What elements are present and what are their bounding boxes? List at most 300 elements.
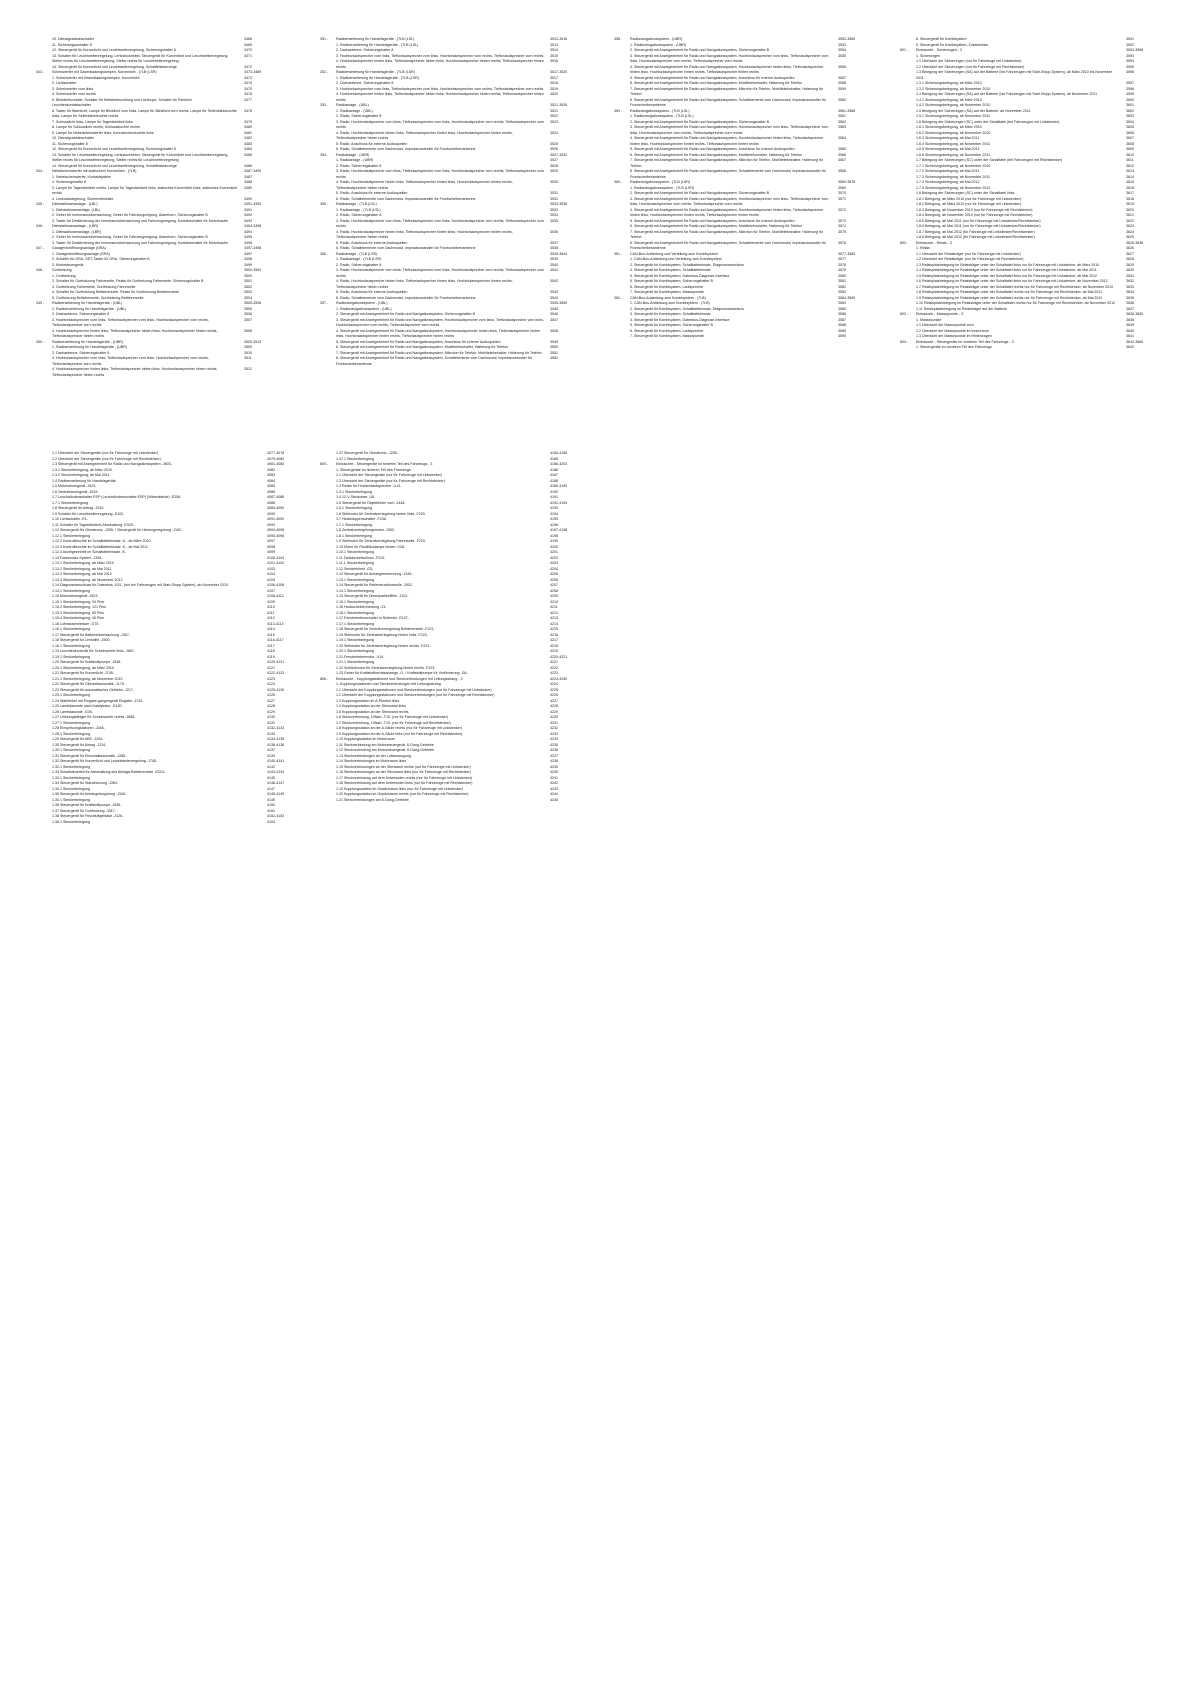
page-reference: 3580 <box>838 273 846 278</box>
entry-title: 3. Taster für Deaktivierung der Innenraumüberwachung und Fahrzeugneigung, Kontaktschalter für Motorhaube <box>52 218 228 223</box>
page-reference: 4229 <box>550 709 558 714</box>
entry-title: 1.20.1 Steckerbelegung, ab März 2010 <box>52 665 114 670</box>
entry-title: 1.6 Steckverbindung, 10fach -T10- (nur für Fahrzeuge mit Linkslenker) <box>336 715 449 719</box>
page-reference: 3577-3583 <box>838 251 856 256</box>
index-entry <box>36 54 270 65</box>
page-reference: 4208 <box>550 588 558 593</box>
page-reference: 3613 <box>1126 169 1134 173</box>
page-reference: 3566 <box>838 152 846 157</box>
entry-title: 6. Steuergerät mit Anzeigeeinheit für Radio und Navigationssystem, Mobiltelefonhalter, Halterung für Telefon <box>630 224 803 228</box>
page-reference: 3492 <box>244 213 252 217</box>
entry-title: Einbauorte - Steuergeräte im hinteren Teil des Fahrzeugs - 3 <box>336 462 433 466</box>
entry-title: 8. Steuergerät mit Anzeigeeinheit für Radio und Navigationssystem, Schaltelemente vom Dachmodul, Impedanzwandler für Frontscheibenantenne <box>630 169 826 179</box>
entry-title: 3. Steuergerät mit Anzeigeeinheit für Radio und Navigationssystem, Hochtonlautsprecher vorn links, Tieftonlautsprecher vorn links, Hochtonlautsprecher vorn rechts, Tieftonlautsprecher vorn rechts <box>630 53 829 63</box>
index-entry <box>614 334 864 340</box>
page-reference: 4081-4083 <box>267 462 285 466</box>
entry-title: 1.2 Übersicht der Kupplungsstationen und Steckverbindungen (nur für Fahrzeuge mit Rechtslenker) <box>336 693 495 697</box>
page-reference: 3582 <box>838 284 846 289</box>
entry-title: 1.20 Stellmotor für Zentralverriegelung hinten rechts -F223- <box>336 643 431 648</box>
entry-title: 1.36 Steuergerät für Kraftstoffpumpe -J538- <box>52 803 122 807</box>
section-number: 362 - <box>614 295 623 300</box>
entry-title: 3. Steuergerät mit Anzeigeeinheit für Radio und Navigationssystem, Hochtonlautsprecher vorn links, Tieftonlautsprecher vorn links, Hochtonlautsprecher vorn rechts, Tieftonlautsprecher vorn rechts <box>630 125 829 135</box>
entry-title: 1.15 Motorsteuergerät -J623- <box>52 594 99 598</box>
entry-title: 1.13.1 Steckerbelegung, ab März 2010 <box>52 561 114 565</box>
entry-title: 7. Steuergerät mit Anzeigeeinheit für Radio und Navigationssystem, Mikrofon für Telefon, Mobiltelefonhalter, Halterung für Telefon <box>630 229 824 239</box>
page-reference: 4104 <box>267 572 275 576</box>
entry-title: 1.6.5 Sicherungsbelegung, ab Mai 2012 <box>916 147 980 151</box>
entry-title: 2. Dachantenne, Sicherungshalter 8 <box>336 48 394 52</box>
entry-title: 1.8 Zentralverriegelungsmotor -J393- <box>336 528 396 532</box>
page-reference: 4205 <box>550 572 558 576</box>
entry-title: 1.11.1 Steckerbelegung <box>336 561 374 565</box>
page-reference: 4153 <box>267 819 275 824</box>
entry-title: 1.5 Belegung der Sicherungen (SA) auf der Batterie, ab November 2011 <box>916 108 1031 113</box>
entry-title: 1.29 Steuergerät für ABS -J104- <box>52 737 104 741</box>
entry-title: 1.8.1 Belegung, ab März 2010 (nur für Fahrzeuge mit Linkslenker) <box>916 196 1022 201</box>
entry-title: 1.7.4 Sicherungsbelegung, ab Mai 2012 <box>916 180 980 184</box>
page-reference: 3562 <box>838 119 846 124</box>
index-entry <box>320 356 576 367</box>
entry-title: 1. Kupplungsstationen und Steckverbindungen mit Leitungsstrang <box>336 682 441 686</box>
page-reference: 3602 <box>1126 108 1134 113</box>
index-entry <box>614 197 864 208</box>
page-reference: 3617 <box>1126 191 1134 195</box>
page-reference: 3642-3665 <box>1126 339 1144 344</box>
page-reference: 3540 <box>550 262 558 267</box>
entry-title: 1.21.1 Steckerbelegung <box>336 660 374 664</box>
section-number: 806 - <box>320 676 329 681</box>
entry-title: 1.10 Lichtschalter -E1- <box>52 517 88 521</box>
page-reference: 4117 <box>267 643 275 648</box>
entry-title: 1.11 Steckverbindung am Motorsteuergerät, 8-Gang-Getriebe <box>336 742 434 747</box>
entry-title: 1.4.2 Sicherungsbelegung, ab November 2010 <box>916 103 991 107</box>
entry-title: 1.1 Übersicht der Massepunkte vorn <box>916 323 974 327</box>
page-reference: 4244 <box>550 792 558 796</box>
entry-title: 1.15.2 Steckerbelegung, 121 Pins <box>52 605 106 609</box>
page-reference: 3571 <box>838 196 846 201</box>
index-entry <box>320 92 576 103</box>
page-reference: 4133 <box>267 731 275 736</box>
page-reference: 4101-4102 <box>267 561 285 565</box>
page-reference: 3623 <box>1126 224 1134 228</box>
entry-title: 1.6.1 Sicherungsbelegung, ab März 2010 <box>916 125 982 129</box>
page-reference: 3519 <box>550 86 558 91</box>
entry-title: 1.18 Steuergerät für Lenkhilfe -J500- <box>52 638 111 642</box>
page-reference: 3545 <box>550 306 558 311</box>
page-reference: 3546 <box>550 312 558 316</box>
page-reference: 3555 <box>838 53 846 58</box>
page-reference: 3516 <box>550 59 558 63</box>
page-reference: 4139 <box>267 753 275 758</box>
entry-title: 5. Steuergerät mit Anzeigeeinheit für Radio und Navigationssystem, Anschluss für externe Audioquellen <box>336 339 501 344</box>
page-reference: 4245 <box>550 797 558 802</box>
entry-title: 2. Schalter für Gurtheizung Fahrerseite, Relais für Gurtheizung Fahrerseite, Sicherungshalter B <box>52 279 204 283</box>
entry-title: 4. Hochtonlautsprecher hinten links, Tieftonlautsprecher hinten links, Hochtonlautsprecher hinten rechts, Tieftonlautsprecher hinten rechts <box>336 92 544 102</box>
page-reference: 3612 <box>1126 163 1134 168</box>
page-reference: 4088 <box>267 500 275 505</box>
entry-title: 1.30.1 Steckerbelegung <box>52 748 90 752</box>
entry-title: 1.21 Fensterhebermotor -V14- <box>336 654 385 659</box>
section-number: 349 - <box>36 301 45 305</box>
entry-title: 1. Gurtheizung <box>52 273 76 278</box>
entry-title: 3. Radio, Hochtonlautsprecher vorn links, Tieftonlautsprecher vorn links, Hochtonlautsprecher vorn rechts, Tieftonlautsprecher vorn rechts <box>336 268 544 278</box>
index-entry <box>614 136 864 147</box>
page-reference: 3596 <box>1126 70 1134 74</box>
entry-title: 5. Steuergerät mit Anzeigeeinheit für Radio und Navigationssystem, Anschluss für externe Audioquellen <box>630 147 795 151</box>
page-reference: 3553 <box>838 42 846 47</box>
page-reference: 3640 <box>1126 328 1134 333</box>
entry-title: 1.12.1 Steckerbelegung <box>52 533 90 538</box>
entry-title: 1.2 Übersicht der Steuergeräte (nur für Fahrzeuge mit Rechtslenker) <box>52 456 161 461</box>
page-reference: 4149 <box>267 797 275 802</box>
page-reference: 3600 <box>1126 97 1134 102</box>
page-reference: 3523 <box>550 119 558 124</box>
entry-title: 1.13 Steuergerät für Anhängererkennung -J345- <box>336 572 413 576</box>
entry-title: 1.9 Relaisplatzbelegung im Relaisträger unter der Schalttafel rechts nur für Fahrzeuge mit Rechtslenker, ab Mai 2012 <box>916 295 1103 300</box>
page-reference: 3605 <box>1126 125 1134 129</box>
page-reference: 3471 <box>244 53 252 58</box>
entry-title: 3. Radio, Hochtonlautsprecher vorn links, Tieftonlautsprecher vorn links, Hochtonlautsprecher vorn rechts, Tieftonlautsprecher vorn rechts <box>336 218 544 228</box>
entry-title: 14. Steuergerät für Kurvenlicht und Leuchtweitenregelung, Schaltleisteanzeige <box>52 163 177 168</box>
entry-title: 1.1 Übersicht der Steuergeräte (nur für Fahrzeuge mit Linkslenker) <box>336 473 443 477</box>
entry-title: 2. Lichtschalter <box>52 81 77 85</box>
entry-title: 1. Scheinwerfer mit Gasentladungslampen, Kurvenlicht <box>52 75 140 80</box>
page-reference: 4136-4138 <box>267 742 285 747</box>
entry-title: 7. Steuergerät mit Anzeigeeinheit für Radio und Navigationssystem, Mikrofon für Telefon, Mobiltelefonhalter, Halterung für Telefon <box>630 158 824 168</box>
entry-title: 1.19 Stellmotor für Zentralverriegelung hinten links -F222- <box>336 632 428 637</box>
page-reference: 4220-4221 <box>550 654 568 659</box>
page-reference: 4202 <box>550 555 558 560</box>
page-reference: 4195 <box>550 517 558 521</box>
page-reference: 3517 <box>550 75 558 80</box>
page-reference: 3561-3568 <box>838 108 856 113</box>
page-reference: 4200 <box>550 544 558 549</box>
entry-title: 1.34.1 Steckerbelegung <box>52 786 90 791</box>
entry-title: 1.4 Belegung der Sicherungen (SA) auf der Batterie (bei Fahrzeugen mit Start-Stopp-System), ab November 2011 <box>916 92 1098 96</box>
section-number: 348 - <box>36 268 45 272</box>
entry-title: 1. Relais <box>916 246 930 250</box>
entry-title: 1.13 Steckverbindungen an der Luftansaugung <box>336 753 411 758</box>
entry-title: 5. Blinklichtschalter, Schalter für Nebelbeleuchtung und Lichthupe, Schalter für Parklicht <box>52 97 192 102</box>
entry-title: 6. Radio, Schaltelemente vom Dachmodul, Impedanzwandler für Frontscheibenantenne <box>336 246 476 250</box>
page-reference: 3570 <box>838 191 846 195</box>
page-reference: 3622 <box>1126 218 1134 223</box>
index-column-1 <box>36 37 270 378</box>
page-reference: 3579 <box>838 268 846 272</box>
page-reference: 3532 <box>550 196 558 201</box>
entry-title: 1. Radioerweiterung für Handelsgeräte - (7LB (LSL) <box>336 42 419 47</box>
index-entry <box>614 230 864 241</box>
index-entry <box>900 345 1152 351</box>
section-number: 351 - <box>320 37 329 41</box>
entry-title: 1.35.1 Steckerbelegung <box>52 797 90 802</box>
page-reference: 3496 <box>244 240 252 245</box>
page-reference: 4235 <box>550 742 558 747</box>
entry-title: Radioanlage - (7LB (LSR) <box>336 251 378 256</box>
index-column-2 <box>320 37 576 367</box>
page-reference: 3513 <box>550 42 558 47</box>
page-reference: 4184-4185 <box>550 451 568 455</box>
page-reference: 3634 <box>1126 290 1134 294</box>
entry-title: 6. Taster für Warnlicht, Lampe für Blinklicht vorn links, Lampe für Blinklicht vorn rechts, Lampe für Seitenblinkleuchte links, Lampe für Seitenblinkleuchte rechts <box>52 108 237 118</box>
page-reference: 3544 <box>550 295 558 300</box>
entry-title: 10. Dienstgradeabschalter <box>52 136 94 140</box>
entry-title: Einbauorte - Steuergeräte im vorderen Teil des Fahrzeugs - 3 <box>916 339 1014 344</box>
entry-title: Nebelscheinwerfer mit statischem Kurvenlicht - (7LB) <box>52 169 137 173</box>
entry-title: 4. Radio, Hochtonlautsprecher hinten links, Tieftonlautsprecher hinten links, Hochtonlautsprecher hinten rechts, Tieftonlautsprecher hinten rechts <box>336 229 513 239</box>
index-entry <box>320 329 576 340</box>
index-entry <box>320 180 576 191</box>
entry-title: 6. Steuergerät für Kombisystem, Lautsprecher <box>630 328 704 333</box>
section-number: 359 - <box>614 108 623 113</box>
entry-title: 4. Radio, Hochtonlautsprecher hinten links, Tieftonlautsprecher hinten links, Hochtonlautsprecher hinten rechts, Tieftonlautsprecher hinten rechts <box>336 279 513 289</box>
entry-title: 1.20.1 Steckerbelegung <box>336 649 374 653</box>
page-reference: 3584 <box>838 301 846 305</box>
page-reference: 3491 <box>244 207 252 212</box>
entry-title: 10. Dienstgradeabschalter <box>52 37 94 41</box>
page-reference: 4084 <box>267 478 275 483</box>
entry-title: 1.13.3 Steckerbelegung, ab Mai 2012 <box>52 572 112 576</box>
page-reference: 4086 <box>267 489 275 494</box>
entry-title: 1.4.1 Sicherungsbelegung, ab März 2010 <box>916 97 982 102</box>
section-number: 802 - <box>900 240 909 245</box>
page-reference: 3636 <box>1126 301 1134 305</box>
entry-title: 1.3.1 Sicherungsbelegung, ab März 2010 <box>916 81 982 85</box>
page-reference: 3501 <box>244 279 252 283</box>
page-reference: 3547 <box>550 317 558 322</box>
index-entry <box>900 70 1152 81</box>
entry-title: 3. Steuergerät mit Anzeigeeinheit für Radio und Navigationssystem, Hochtonlautsprecher vorn links, Tieftonlautsprecher vorn links, Hochtonlautsprecher vorn rechts, Tieftonlautsprecher vorn rechts <box>630 196 829 206</box>
page-reference: 4217 <box>550 638 558 642</box>
page-reference: 3504 <box>244 295 252 300</box>
entry-title: Einbauorte - Kupplungsstationen und Steckverbindungen mit Leitungsstrang - 3 <box>336 676 463 681</box>
page-reference: 3528 <box>550 163 558 168</box>
page-reference: 3510 <box>244 350 252 355</box>
page-reference: 3472 <box>244 64 252 69</box>
entry-title: 6. Radio, Schaltelemente vom Dachmodul, Impedanzwandler für Frontscheibenantenne <box>336 295 476 300</box>
page-reference: 3564 <box>838 136 846 140</box>
section-number: 347 - <box>36 246 45 250</box>
section-number: 355 - <box>320 202 329 206</box>
page-reference: 3607 <box>1126 136 1134 140</box>
page-reference: 4152-4153 <box>267 814 285 818</box>
entry-title: 1.14 Diagnoseanschluss für Datenbus -U31- (nur bei Fahrzeugen mit Start-Stopp-System), ab November 2010 <box>52 583 228 587</box>
page-reference: 4082 <box>267 467 275 472</box>
page-reference: 4106-4108 <box>267 583 285 587</box>
entry-title: 2. Steuergerät mit Anzeigeeinheit für Radio und Navigationssystem, Sicherungshalter B <box>630 119 770 124</box>
entry-title: 1.35 Steuergerät für Anhängerkupplung -J345- <box>52 792 127 796</box>
entry-title: Einbauorte - Sicherungen - 3 <box>916 48 962 52</box>
index-entry <box>320 219 576 230</box>
entry-title: 1.12 Steckverbindung am Motorsteuergerät, 6-Gang-Getriebe <box>336 748 435 752</box>
page-reference: 3497-3498 <box>244 246 262 250</box>
page-reference: 3573 <box>838 218 846 223</box>
page-reference: 4223 <box>550 671 558 675</box>
entry-title: 1.14 Steuergerät für Reifendruckkontrolle -J502- <box>336 583 413 587</box>
entry-title: 1. Radioanlage - (UBL) <box>336 108 373 113</box>
index-column-6 <box>320 451 576 803</box>
page-reference: 3521-3526 <box>550 103 568 107</box>
page-reference: 4107 <box>267 588 275 593</box>
index-entry <box>614 98 864 109</box>
entry-title: 12. Steuergerät für Kurvenlicht und Leuchtweitenregelung, Sicherungshalter 8 <box>52 48 176 52</box>
page-reference: 4193 <box>550 506 558 510</box>
page-reference: 4242 <box>550 781 558 785</box>
entry-title: 1.15.3 Steckerbelegung, 60 Pins <box>52 610 104 615</box>
entry-title: 3. Taster für Deaktivierung der Innenraumüberwachung und Fahrzeugneigung, Kontaktschalter für Motorhaube <box>52 240 228 245</box>
entry-title: 1. Nebelscheinwerfer, Kontaktsystem <box>52 174 112 179</box>
entry-title: 13. Schalter für Leuchtweitenregelung, Lenkstockhebel, Steuergerät für Kurvenlicht und Leuchtweitenregelung, Steller rechts für Leuchtweitenregelung, Steller rechts für Leuchtweitenregelung <box>52 152 229 162</box>
entry-title: 1.7.1 Sicherungsbelegung, ab November 2010 <box>916 163 991 168</box>
entry-title: 5. Steuergerät mit Anzeigeeinheit für Radio und Navigationssystem, Anschluss für externe Audioquellen <box>630 75 795 80</box>
entry-title: 12. Steuergerät für Kurvenlicht und Leuchtweitenregelung, Sicherungshalter 8 <box>52 147 176 151</box>
section-number: 804 - <box>900 339 909 344</box>
page-reference: 4219 <box>550 649 558 653</box>
page-reference: 3511 <box>244 356 252 360</box>
entry-title: 1.28 Einspritzungsaktoren -J248- <box>52 726 105 730</box>
entry-title: 3. Hochtonlautsprecher vorn links, Tieftonlautsprecher vorn links, Hochtonlautsprecher vorn rechts, Tieftonlautsprecher vorn rechts <box>336 53 544 58</box>
entry-title: 1.19 Kupplungsstation im Gepäckraum links (nur für Fahrzeuge mit Linkslenker) <box>336 786 464 791</box>
page-reference: 3632 <box>1126 279 1134 283</box>
entry-title: 1.5.1 Sicherungsbelegung, ab November 2011 <box>916 114 991 118</box>
page-reference: 3639 <box>1126 323 1134 327</box>
entry-title: 1.12.4 Anzeigeeinheit im Schalttafeleinsatz -K- <box>52 550 127 554</box>
entry-title: 2. Dachantenne, Sicherungshalter 8 <box>336 81 394 85</box>
entry-title: 1.4 Radioerweiterung für Handelsgeräte <box>52 478 116 483</box>
page-reference: 4145 <box>267 775 275 780</box>
page-reference: 3641 <box>1126 334 1134 338</box>
index-entry <box>614 208 864 219</box>
page-reference: 3479 <box>244 119 252 124</box>
page-reference: 4142 <box>267 764 275 769</box>
page-reference: 3556 <box>838 64 846 69</box>
page-reference: 3624 <box>1126 229 1134 234</box>
section-number: 801 - <box>900 48 909 52</box>
page-reference: 4198 <box>550 533 558 538</box>
entry-title: Radionavigationssystem - (7LB (LSR) <box>630 180 691 184</box>
entry-title: 2. Schalter für GRA, GET-Taster für GRA, Sicherungshalter B <box>52 257 150 261</box>
entry-title: 1.7 Relaisplatzbelegung im Relaisträger unter der Schalttafel rechts nur für Fahrzeuge mit Rechtslenker, ab November 2010 <box>916 284 1114 289</box>
entry-title: 1. Steuergeräte im hinteren Teil des Fahrzeugs <box>336 467 411 472</box>
entry-title: 1.16 Heckscheibenheizung -Z1- <box>336 605 387 609</box>
page-reference: 3520 <box>550 92 558 96</box>
page-reference: 3569-3576 <box>838 180 856 184</box>
page-reference: 4226 <box>550 693 558 697</box>
entry-title: 1.25 Lambdasonde nach Katalysator -G130- <box>52 704 123 708</box>
page-reference: 3550 <box>550 345 558 349</box>
page-reference: 3480 <box>244 125 252 129</box>
entry-title: 1.3 Kupplungsstation im A-Pfosten links <box>336 698 400 703</box>
entry-title: 1.2 Übersicht der Steuergeräte (nur für Fahrzeuge mit Rechtslenker) <box>336 478 445 483</box>
entry-title: 1.7.3 Sicherungsbelegung, ab November 2011 <box>916 174 991 179</box>
page-reference: 4077-4078 <box>267 451 285 455</box>
page-reference: 4129 <box>267 709 275 714</box>
page-reference: 3584-3590 <box>838 295 856 300</box>
page-reference: 4207 <box>550 583 558 587</box>
entry-title: 1. Radioanlage - (UBR) <box>336 158 374 162</box>
page-reference: 3525 <box>550 141 558 146</box>
page-reference: 3489 <box>244 185 252 190</box>
page-reference: 3620 <box>1126 207 1134 212</box>
entry-title: 1.1 Übersicht der Sicherungen (nur für Fahrzeuge mit Linkslenker) <box>916 59 1022 63</box>
entry-title: 1.18 Steuergerät für Zentralverriegelung Beifahrerseite -F221- <box>336 627 435 631</box>
entry-title: 9. Steuergerät für Kombisystem, Zusatzrelais <box>916 42 988 47</box>
entry-title: 1.7.1 Steckerbelegung <box>336 522 372 527</box>
page-reference: 3514 <box>550 48 558 52</box>
entry-title: 2. Dachantenne, Sicherungshalter 8 <box>52 350 110 355</box>
entry-title: 1.28.1 Steckerbelegung <box>52 731 90 736</box>
entry-title: 1.8.3 Belegung, ab November 2010 (nur für Fahrzeuge mit Rechtslenker) <box>916 207 1033 212</box>
page-reference: 4192-4193 <box>550 500 568 505</box>
index-column-5 <box>36 451 293 825</box>
entry-title: 1.32 Steuergerät für Kurvenlicht und Leuchtweitenregelung -J745- <box>52 759 158 763</box>
entry-title: 1.22 Schließmotor für Zentralverriegelung hinten rechts -F223- <box>336 665 436 670</box>
page-reference: 3512 <box>244 367 252 371</box>
entry-title: 1.13.1 Steckerbelegung <box>336 577 374 582</box>
page-reference: 4113-4114 <box>267 621 284 626</box>
page-reference: 3578 <box>838 262 846 267</box>
page-reference: 4201 <box>550 550 558 554</box>
page-reference: 4239 <box>550 764 558 769</box>
index-entry <box>36 820 293 826</box>
page-reference: 3604 <box>1126 119 1134 124</box>
page-reference: 4231 <box>550 720 558 725</box>
page-reference: 4083 <box>267 473 275 477</box>
entry-title: 6. Steuergerät mit Anzeigeeinheit für Radio und Navigationssystem, Mobiltelefonhalter, Halterung für Telefon <box>336 345 509 349</box>
entry-title: 1. CAN-Bus-Anbindung zum Kombisystem - (7LB) <box>630 301 710 305</box>
page-reference: 3549 <box>550 339 558 344</box>
page-reference: 3503 <box>244 290 252 294</box>
index-entry <box>320 268 576 279</box>
entry-title: 1.23.1 Steckerbelegung <box>52 693 90 697</box>
page-reference: 3482 <box>244 136 252 140</box>
entry-title: 1. Diebstahlwarnanlage, (LBL) <box>52 207 101 212</box>
entry-title: Garagentoröffnungsanlage (GRA) <box>52 246 106 250</box>
page-reference: 4150 <box>267 803 275 807</box>
section-number: 350 - <box>36 339 45 344</box>
page-reference: 3529 <box>550 169 558 173</box>
entry-title: 1.16.1 Steckerbelegung <box>336 610 374 615</box>
page-reference: 3500 <box>244 273 252 278</box>
entry-title: 1.27.1 Steckerbelegung <box>52 720 90 725</box>
entry-title: 1.12 Steuergerät für Climatronic -J255- / Steuergerät für Heizungsregelung -J162- <box>52 528 183 532</box>
entry-title: 1.7 Heckklappenschalter -F248- <box>336 517 387 521</box>
entry-title: 1.4 12-V-Steckdose -U5- <box>336 495 376 499</box>
page-reference: 3606 <box>1126 130 1134 135</box>
index-entry <box>320 798 576 804</box>
page-reference: 4151 <box>267 808 275 813</box>
index-entry <box>320 318 576 329</box>
entry-title: 1.3 Übersicht der Massepunkte im Hinterwagen <box>916 334 992 338</box>
page-reference: 4211 <box>550 605 558 609</box>
page-reference: 4103 <box>267 566 275 571</box>
page-reference: 3542 <box>550 279 558 283</box>
page-reference: 4130 <box>267 715 275 719</box>
entry-title: 7. Steuergerät für Kombisystem, Massepunkte <box>630 290 704 294</box>
entry-title: Radioerweiterung für Handelsgeräte - (UBL) <box>52 301 123 305</box>
entry-title: CAN-Bus-Anbindung und Verteilung zum Kombisystem <box>630 251 718 256</box>
page-reference: 4105 <box>267 577 275 582</box>
index-entry <box>36 318 270 329</box>
page-reference: 4126 <box>267 693 275 697</box>
entry-title: 1.4 Relaisplatzbelegung im Relaisträger unter der Schalttafel links nur für Fahrzeuge mit Linkslenker, ab Mai 2011 <box>916 268 1097 272</box>
entry-title: 1.30 Steuergerät für Airbag -J234- <box>52 742 107 747</box>
page-reference: 4119 <box>267 654 275 659</box>
entry-title: 1.5 Steuergerät für Objektfühler vorn -J446- <box>336 500 406 505</box>
page-reference: 3588 <box>838 323 846 327</box>
page-reference: 3557 <box>838 75 846 80</box>
page-reference: 4209 <box>550 594 558 598</box>
